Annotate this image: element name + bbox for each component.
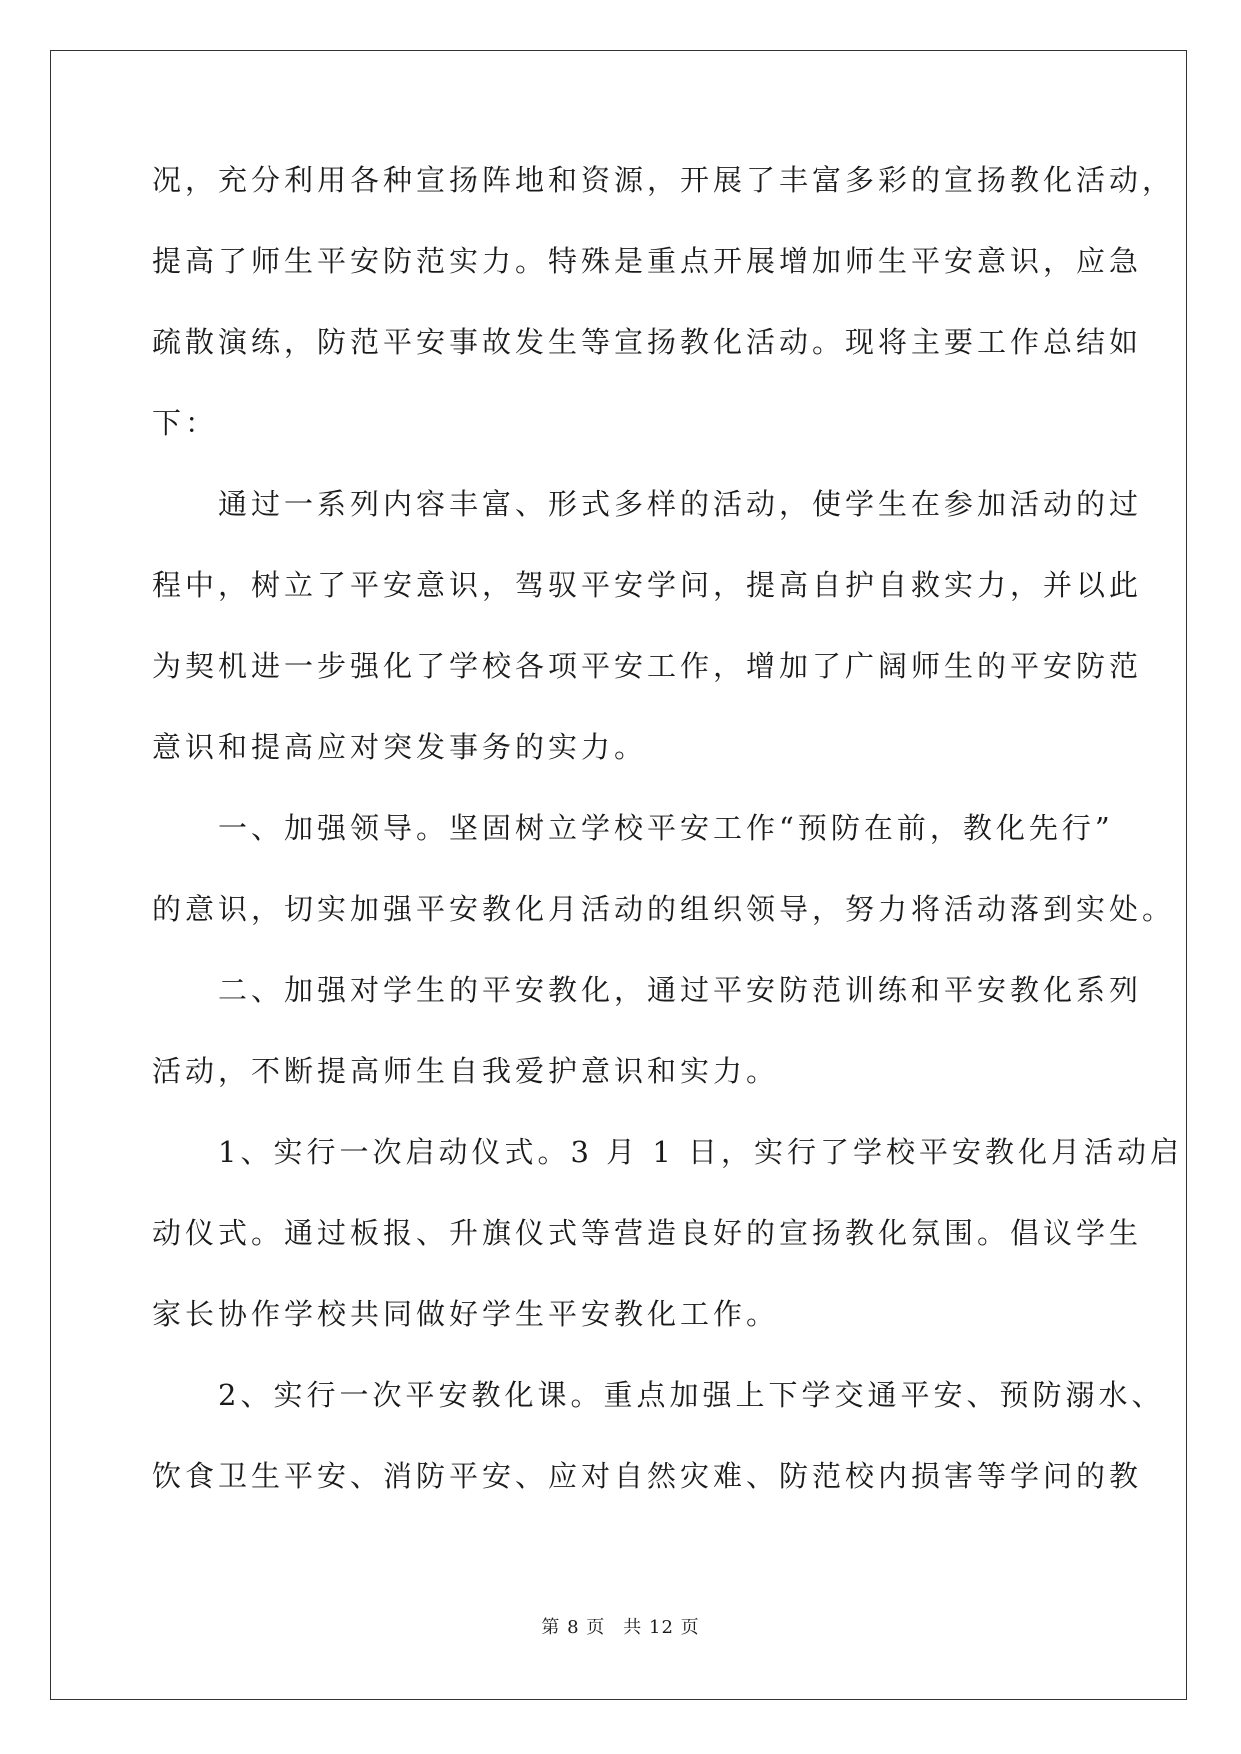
text-line: 提高了师生平安防范实力。特殊是重点开展增加师生平安意识，应急 [152, 244, 1143, 278]
text-line: 况，充分利用各种宣扬阵地和资源，开展了丰富多彩的宣扬教化活动， [152, 163, 1176, 197]
text-line: 2、实行一次平安教化课。重点加强上下学交通平安、预防溺水、 [152, 1378, 1165, 1412]
page-footer [0, 1613, 1241, 1639]
text-line: 家长协作学校共同做好学生平安教化工作。 [152, 1297, 780, 1331]
text-line: 程中，树立了平安意识，驾驭平安学问，提高自护自救实力，并以此 [152, 568, 1143, 602]
page-number-current: 第 8 页 [541, 1617, 606, 1638]
page-number-total: 共 12 页 [623, 1617, 700, 1638]
text-line: 下： [152, 406, 219, 440]
text-line: 二、加强对学生的平安教化，通过平安防范训练和平安教化系列 [152, 973, 1143, 1007]
text-line: 活动，不断提高师生自我爱护意识和实力。 [152, 1054, 780, 1088]
text-line: 疏散演练，防范平安事故发生等宣扬教化活动。现将主要工作总结如 [152, 325, 1143, 359]
text-line: 1、实行一次启动仪式。3 月 1 日，实行了学校平安教化月活动启 [152, 1135, 1184, 1169]
text-line: 为契机进一步强化了学校各项平安工作，增加了广阔师生的平安防范 [152, 649, 1143, 683]
text-line: 一、加强领导。坚固树立学校平安工作“预防在前，教化先行” [152, 811, 1114, 845]
document-body [152, 140, 1184, 1517]
text-line: 饮食卫生平安、消防平安、应对自然灾难、防范校内损害等学问的教 [152, 1459, 1143, 1493]
text-line: 动仪式。通过板报、升旗仪式等营造良好的宣扬教化氛围。倡议学生 [152, 1216, 1143, 1250]
text-line: 的意识，切实加强平安教化月活动的组织领导，努力将活动落到实处。 [152, 892, 1176, 926]
text-line: 意识和提高应对突发事务的实力。 [152, 730, 648, 764]
text-line: 通过一系列内容丰富、形式多样的活动，使学生在参加活动的过 [152, 487, 1143, 521]
